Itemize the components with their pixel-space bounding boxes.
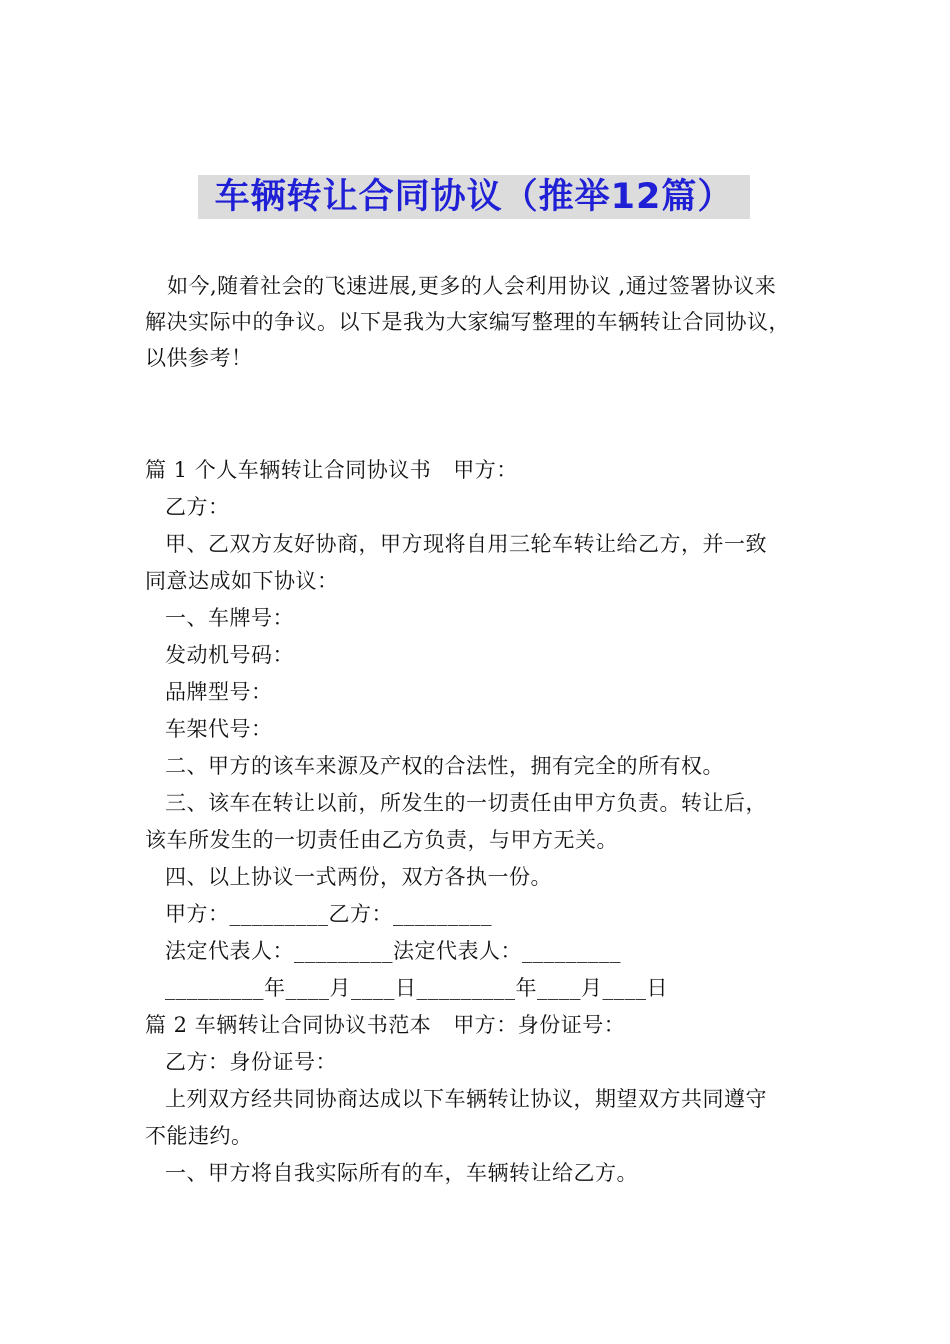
document-body xyxy=(145,452,815,1192)
section1-preamble: 甲、乙双方友好协商，甲方现将自用三轮车转让给乙方，并一致 xyxy=(165,532,767,556)
intro-line: 以供参考！ xyxy=(145,346,253,370)
section2-preamble-cont: 不能违约。 xyxy=(145,1124,253,1148)
section1-clause-4: 四、以上协议一式两份，双方各执一份。 xyxy=(165,865,552,889)
page-title: 车辆转让合同协议（推举12篇） xyxy=(214,177,734,217)
section1-engine: 发动机号码： xyxy=(165,643,294,667)
section2-preamble: 上列双方经共同协商达成以下车辆转让协议，期望双方共同遵守 xyxy=(165,1087,767,1111)
title-highlight xyxy=(198,175,750,219)
section1-frame: 车架代号： xyxy=(165,717,273,741)
section1-clause-2: 二、甲方的该车来源及产权的合法性，拥有完全的所有权。 xyxy=(165,754,724,778)
section2-party-b: 乙方：身份证号： xyxy=(165,1050,337,1074)
section1-sign-reps: 法定代表人：_________法定代表人：_________ xyxy=(165,939,621,963)
intro-paragraph xyxy=(145,268,815,376)
section1-heading-line xyxy=(145,452,815,489)
section1-sign-parties: 甲方：_________乙方：_________ xyxy=(165,902,492,926)
section2-heading-line xyxy=(145,1007,815,1044)
section1-plate: 一、车牌号： xyxy=(165,606,294,630)
section2-party-a: 甲方：身份证号： xyxy=(453,1013,626,1037)
section1-party-a: 甲方： xyxy=(453,458,518,482)
section1-clause-3-cont: 该车所发生的一切责任由乙方负责，与甲方无关。 xyxy=(145,828,618,852)
section1-preamble-cont: 同意达成如下协议： xyxy=(145,569,339,593)
section2-heading: 篇 2 车辆转让合同协议书范本 xyxy=(145,1013,432,1037)
section1-party-b: 乙方： xyxy=(165,495,230,519)
section2-clause-1: 一、甲方将自我实际所有的车，车辆转让给乙方。 xyxy=(165,1161,638,1185)
section1-sign-dates: _________年____月____日_________年____月____日 xyxy=(165,976,668,1000)
intro-line: 解决实际中的争议。以下是我为大家编写整理的车辆转让合同协议， xyxy=(145,310,790,334)
section1-model: 品牌型号： xyxy=(165,680,273,704)
section1-clause-3: 三、该车在转让以前，所发生的一切责任由甲方负责。转让后， xyxy=(165,791,767,815)
section1-heading: 篇 1 个人车辆转让合同协议书 xyxy=(145,458,432,482)
intro-line: 如今,随着社会的飞速进展,更多的人会利用协议 ,通过签署协议来 xyxy=(167,274,777,298)
